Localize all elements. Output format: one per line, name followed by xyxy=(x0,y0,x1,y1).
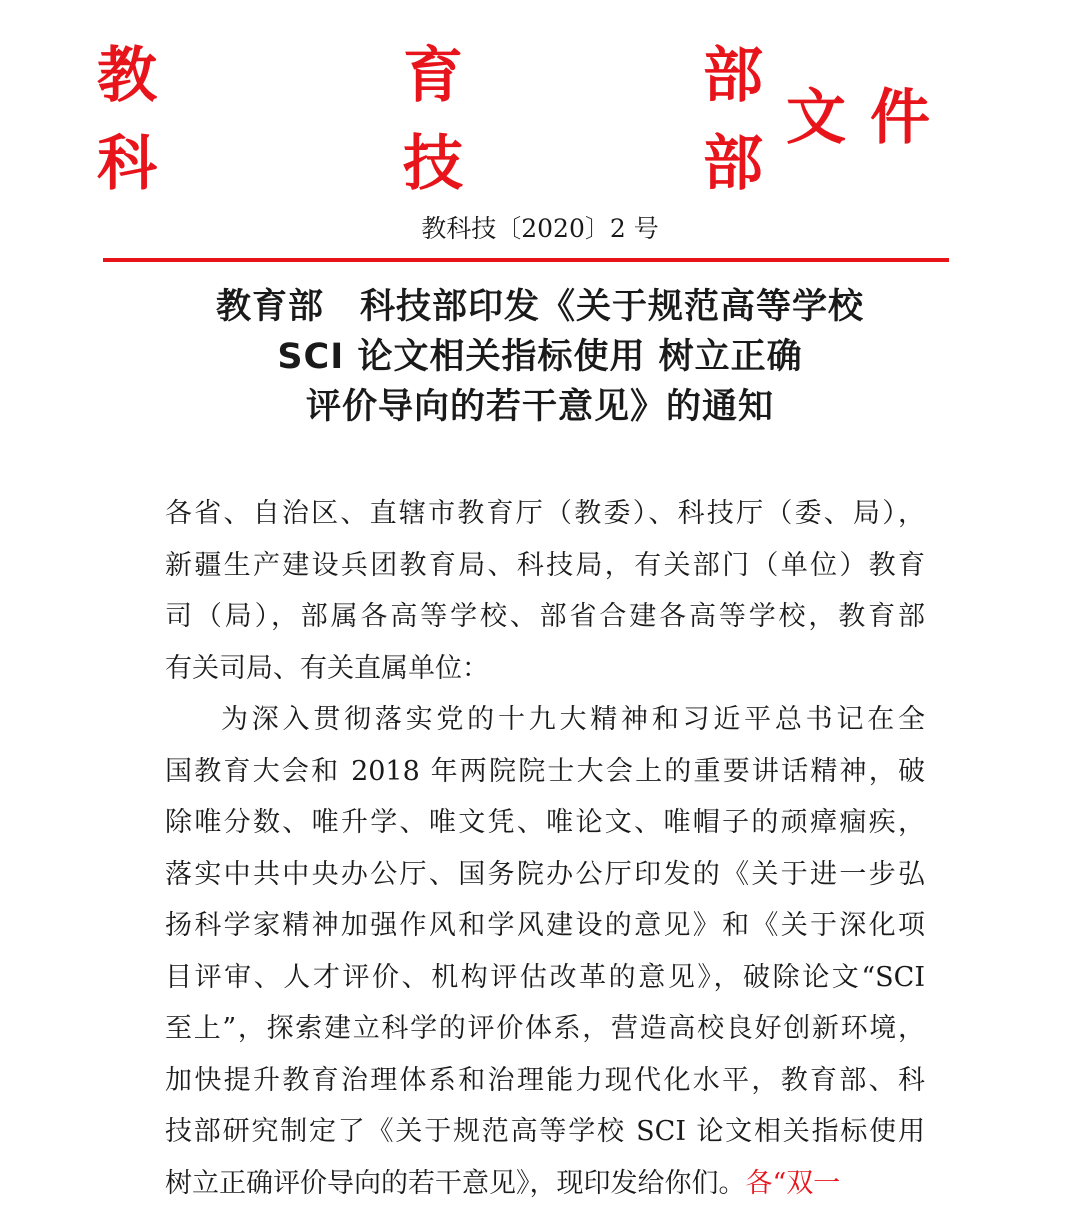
header-char-jian: 件 xyxy=(870,83,930,153)
header-char-bu-1: 部 xyxy=(703,41,763,111)
body-line: 落实中共中央办公厅、国务院办公厅印发的《关于进一步弘 xyxy=(165,858,925,890)
header-char-bu-2: 部 xyxy=(703,129,763,199)
header-char-wen: 文 xyxy=(786,83,846,153)
body-line: 加快提升教育治理体系和治理能力现代化水平，教育部、科 xyxy=(165,1064,925,1096)
body-text: 树立正确评价导向的若干意见》，现印发给你们。 xyxy=(165,1167,746,1199)
document-body xyxy=(165,488,925,1209)
body-line: 除唯分数、唯升学、唯文凭、唯论文、唯帽子的顽瘴痼疾， xyxy=(165,807,925,838)
title-line-2: SCI 论文相关指标使用 树立正确 xyxy=(277,337,803,377)
header-char-yu: 育 xyxy=(403,41,463,111)
body-line: 有关司局、有关直属单位： xyxy=(165,652,489,684)
header-char-ji: 技 xyxy=(403,129,463,199)
highlighted-text: 各“双一 xyxy=(745,1167,841,1199)
body-line: 各省、自治区、直辖市教育厅（教委）、科技厅（委、局）， xyxy=(165,498,925,529)
body-line: 司（局），部属各高等学校、部省合建各高等学校，教育部 xyxy=(165,601,925,632)
body-line: 至上”，探索建立科学的评价体系，营造高校良好创新环境， xyxy=(165,1013,925,1044)
body-line: 为深入贯彻落实党的十九大精神和习近平总书记在全 xyxy=(221,704,925,735)
document-number: 教科技〔2020〕2 号 xyxy=(421,214,659,243)
title-line-1: 教育部 科技部印发《关于规范高等学校 xyxy=(215,287,864,327)
body-line: 目评审、人才评价、机构评估改革的意见》，破除论文“SCI xyxy=(165,961,925,993)
document-title xyxy=(0,282,1080,432)
title-line-3: 评价导向的若干意见》的通知 xyxy=(305,387,774,427)
body-line: 技部研究制定了《关于规范高等学校 SCI 论文相关指标使用 xyxy=(165,1116,925,1147)
header-char-jiao: 教 xyxy=(97,41,157,111)
header-char-ke: 科 xyxy=(97,129,157,199)
red-divider xyxy=(103,258,949,262)
body-line: 新疆生产建设兵团教育局、科技局，有关部门（单位）教育 xyxy=(165,549,925,581)
body-line: 国教育大会和 2018 年两院院士大会上的重要讲话精神，破 xyxy=(165,755,925,787)
body-line-last xyxy=(165,1158,925,1209)
body-line: 扬科学家精神加强作风和学风建设的意见》和《关于深化项 xyxy=(165,910,925,941)
